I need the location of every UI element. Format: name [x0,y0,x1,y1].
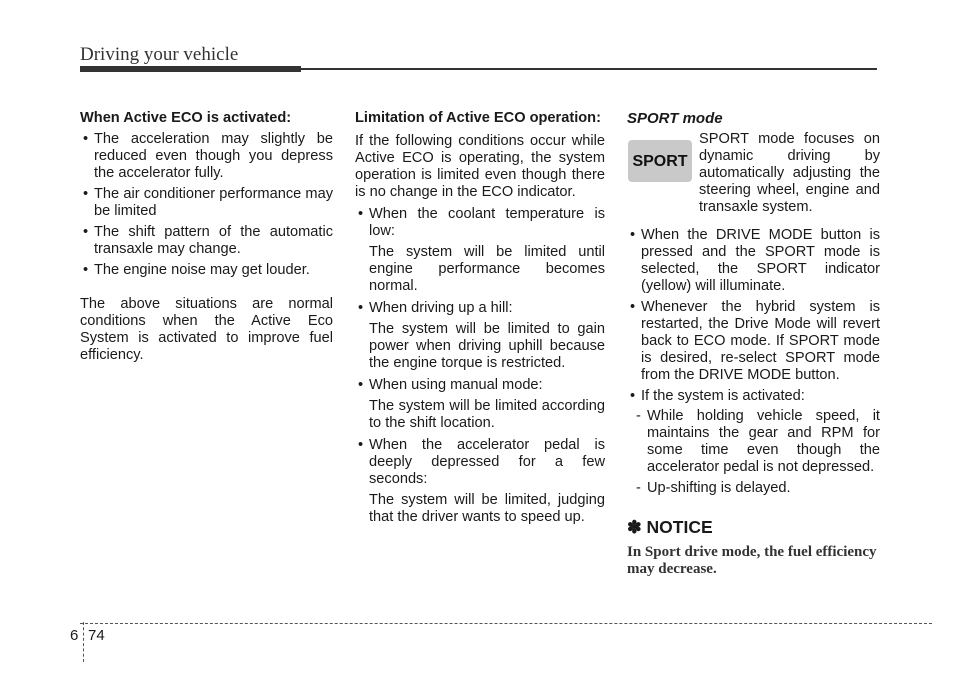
list-item: • The engine noise may get louder. [80,262,333,279]
list-item: • When the DRIVE MODE button is pressed and the SPORT mode is selected, the SPORT indicator (yellow) will illuminate. [627,227,880,295]
list-item-label: • When using manual mode: [355,377,605,394]
page-separator [83,622,84,662]
chapter-number: 6 [70,627,79,644]
section-heading-limitation: Limitation of Active ECO operation: [355,110,601,126]
list-item-label: • When the coolant temperature is low: [355,206,605,240]
paragraph: The above situations are normal conditions when the Active Eco System is activated to improve fuel efficiency. [80,296,333,363]
list-item: • The shift pattern of the automatic transaxle may change. [80,224,333,258]
page-number: 74 [88,627,105,644]
list-item: • The acceleration may slightly be reduced even though you depress the accelerator fully. [80,131,333,182]
column-sport-mode [627,110,880,578]
column-limitation [355,110,605,526]
sport-indicator-icon: SPORT [628,140,692,182]
column-active-eco [80,110,333,364]
sub-list-item: - Up-shifting is delayed. [627,480,880,497]
list-item-label: • When the accelerator pedal is deeply depressed for a few seconds: [355,437,605,488]
sport-intro [627,131,880,227]
list-item-desc: The system will be limited, judging that the driver wants to speed up. [369,492,605,525]
list-item-desc: The system will be limited until engine performance becomes normal. [369,244,605,294]
list-item-label: • When driving up a hill: [355,300,605,317]
footer-rule [80,623,932,624]
header-rule [80,68,877,70]
list-item-desc: The system will be limited according to the shift location. [369,398,605,431]
header-title: Driving your vehicle [80,44,239,65]
paragraph: If the following conditions occur while Active ECO is operating, the system operation is limited even though there is no change in the ECO indicator. [355,133,605,200]
list-item: • If the system is activated: [627,388,880,405]
notice-heading: ✽ NOTICE [627,517,713,537]
sport-description: SPORT mode focuses on dynamic driving by automatically adjusting the steering wheel, engine and transaxle system. [699,131,880,215]
list-item: • The air conditioner performance may be limited [80,186,333,220]
section-heading-active-eco: When Active ECO is activated: [80,110,292,126]
list-item: • Whenever the hybrid system is restarted, the Drive Mode will revert back to ECO mode. If SPORT mode is desired, re-select SPORT mode from the DRIVE MODE button. [627,299,880,384]
notice-text: In Sport drive mode, the fuel efficiency may decrease. [627,544,877,577]
section-heading-sport: SPORT mode [627,110,723,127]
list-item-desc: The system will be limited to gain power when driving uphill because the engine torque is restricted. [369,321,605,371]
sub-list-item: - While holding vehicle speed, it maintains the gear and RPM for some time even though the accelerator pedal is not depressed. [627,408,880,476]
